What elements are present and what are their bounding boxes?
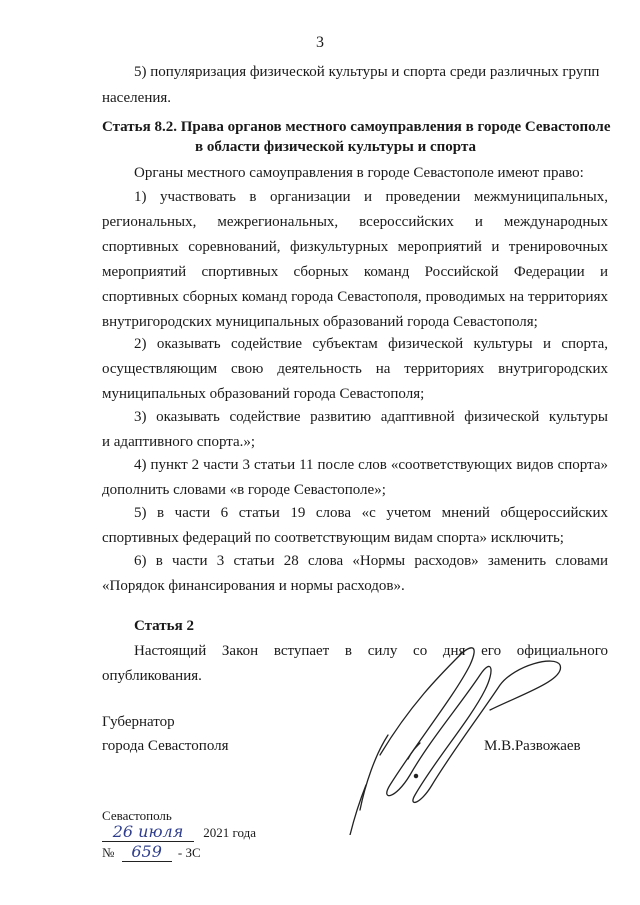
footer-year: 2021 года (203, 825, 257, 840)
intro-line-1: 5) популяризация физической культуры и спорта среди различных групп (134, 64, 600, 80)
article-2-text-line-1: Настоящий Закон вступает в силу со дня его официального (134, 643, 608, 659)
number-prefix: № (102, 845, 115, 860)
item-5-line-2: спортивных федераций по соответствующим видам спорта» исключить; (102, 530, 564, 546)
article-8-2-title-line-1: Статья 8.2. Права органов местного самоуправления в городе Севастополе (102, 119, 611, 135)
item-3-line-2: и адаптивного спорта.»; (102, 434, 256, 450)
item-4-line-1: 4) пункт 2 части 3 статьи 11 после слов «соответствующих видов спорта» (134, 457, 608, 473)
item-6-line-1: 6) в части 3 статьи 28 слова «Нормы расходов» заменить словами (134, 553, 608, 569)
signer-name: М.В.Развожаев (484, 738, 581, 754)
number-suffix: - ЗС (177, 845, 201, 860)
footer-number (102, 842, 201, 862)
item-1-line-6: внутригородских муниципальных образований города Севастополя; (102, 314, 538, 330)
item-6-line-2: «Порядок финансирования и нормы расходов». (102, 578, 405, 594)
page-number: 3 (316, 34, 324, 51)
handwritten-signature (320, 635, 570, 835)
article-2-title: Статья 2 (134, 618, 194, 634)
item-1-line-3: спортивных соревнований, физкультурных мероприятий и тренировочных (102, 239, 608, 255)
article-8-2-title-line-2: в области физической культуры и спорта (195, 139, 476, 155)
item-2-line-2: осуществляющим свою деятельность на территориях внутригородских (102, 361, 608, 377)
signer-position-line-1: Губернатор (102, 714, 175, 730)
handwritten-number: 659 (122, 842, 172, 862)
intro-line-2: населения. (102, 90, 172, 106)
item-1-line-4: мероприятий спортивных сборных команд Российской Федерации и (102, 264, 608, 280)
signer-position-line-2: города Севастополя (102, 738, 229, 754)
item-1-line-2: региональных, межрегиональных, всероссийских и международных (102, 214, 608, 230)
article-8-2-lead: Органы местного самоуправления в городе Севастополе имеют право: (134, 165, 584, 181)
handwritten-date: 26 июля (102, 822, 194, 842)
item-5-line-1: 5) в части 6 статьи 19 слова «с учетом мнений общероссийских (134, 505, 608, 521)
item-1-line-1: 1) участвовать в организации и проведении межмуниципальных, (134, 189, 608, 205)
item-3-line-1: 3) оказывать содействие развитию адаптивной физической культуры (134, 409, 608, 425)
item-2-line-1: 2) оказывать содействие субъектам физической культуры и спорта, (134, 336, 608, 352)
item-2-line-3: муниципальных образований города Севастополя; (102, 386, 425, 402)
item-4-line-2: дополнить словами «в городе Севастополе»; (102, 482, 386, 498)
article-2-text-line-2: опубликования. (102, 668, 202, 684)
footer-date (102, 822, 256, 842)
item-1-line-5: спортивных сборных команд города Севастополя, проводимых на территориях (102, 289, 608, 305)
footer-city: Севастополь (102, 808, 172, 823)
